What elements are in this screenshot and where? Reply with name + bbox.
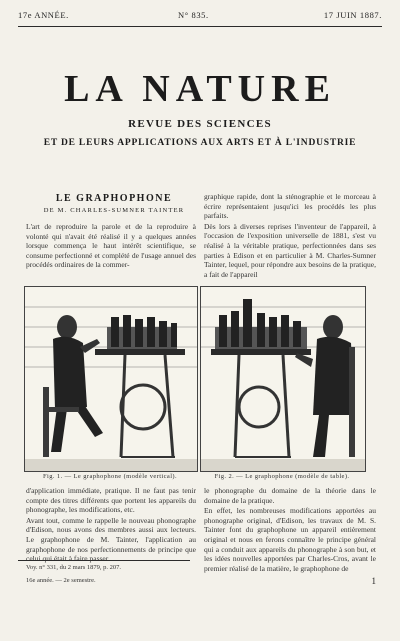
issue-number: N° 835. <box>178 10 209 20</box>
volume-info: 16e année. — 2e semestre. <box>26 577 96 584</box>
figure-1-engraving <box>24 286 198 472</box>
article-byline: DE M. CHARLES-SUMNER TAINTER <box>43 207 185 214</box>
column-right-top <box>204 192 376 280</box>
issue-date: 17 JUIN 1887. <box>323 10 382 20</box>
page-number: 1 <box>371 576 376 586</box>
phonograph-engraving-2 <box>201 287 365 471</box>
header-rule <box>18 26 382 27</box>
paragraph: le phonographe du domaine de la théorie dans le domaine de la pratique. <box>204 486 376 505</box>
journal-tagline: ET DE LEURS APPLICATIONS AUX ARTS ET À L'INDUSTRIE <box>43 138 357 148</box>
paragraph: Dès lors à diverses reprises l'inventeur de l'appareil, à l'occasion de l'exposition universelle de 1881, s'est vu réalisé à la véritable pratique, perfectionnées dans ses parties à Edison et en particulier à M. Charles-Sumner Tainter, lequel, pour répondre aux besoins de la pratique, a fait de l'appareil <box>204 221 376 279</box>
figure-2-engraving <box>200 286 366 472</box>
paragraph: graphique rapide, dont la sténographie et le morceau à écrire représentaient jusqu'ici les procédés les plus parfaits. <box>204 192 376 221</box>
journal-title: LA NATURE <box>64 68 336 110</box>
paragraph: d'application immédiate, pratique. Il ne faut pas tenir compte des titres différents que portent les appareils du phonographe, les modifications, etc. <box>26 486 196 515</box>
masthead <box>0 70 400 148</box>
column-right-bottom <box>204 486 376 574</box>
paragraph: En effet, les nombreuses modifications apportées au phonographe original, d'Edison, les travaux de M. S. Tainter font du graphophone un appareil entièrement original et nous en ferons connaître le principe général qui a conduit aux appareils du phonographe à son but, et les idées nouvelles apportées par Charles-Cros, avant le premier réalisé de la matière, le graphophone de <box>204 506 376 573</box>
paragraph: L'art de reproduire la parole et de la reproduire à volonté qui n'avait été réalisé il y a quelques années lorsque commença le haut intérêt scientifique, se consume perfectionné et complété de l'usage annuel des procédés ordinaires de la commer- <box>26 222 196 270</box>
column-left-top <box>26 222 196 271</box>
phonograph-engraving-1 <box>25 287 197 471</box>
paragraph: Avant tout, comme le rappelle le nouveau phonographe d'Edison, nous avons des membres aussi aux lecteurs. Le graphophone de M. Tainter, l'application au graphophone de nos perfectionnements de principe que celui qui était à faire passer <box>26 515 196 564</box>
figure-1-caption: Fig. 1. — Le graphophone (modèle vertical). <box>43 473 177 480</box>
footnote-rule <box>18 560 190 561</box>
footnote: Voy. n° 331, du 2 mars 1879, p. 207. <box>26 564 122 571</box>
issue-year: 17e ANNÉE. <box>18 10 69 20</box>
column-left-bottom <box>26 486 196 565</box>
article-title: LE GRAPHOPHONE <box>55 193 173 204</box>
journal-subtitle: REVUE DES SCIENCES <box>128 118 272 130</box>
issue-header <box>18 10 382 24</box>
figure-2-caption: Fig. 2. — Le graphophone (modèle de table). <box>214 473 350 480</box>
article-heading <box>34 193 194 214</box>
